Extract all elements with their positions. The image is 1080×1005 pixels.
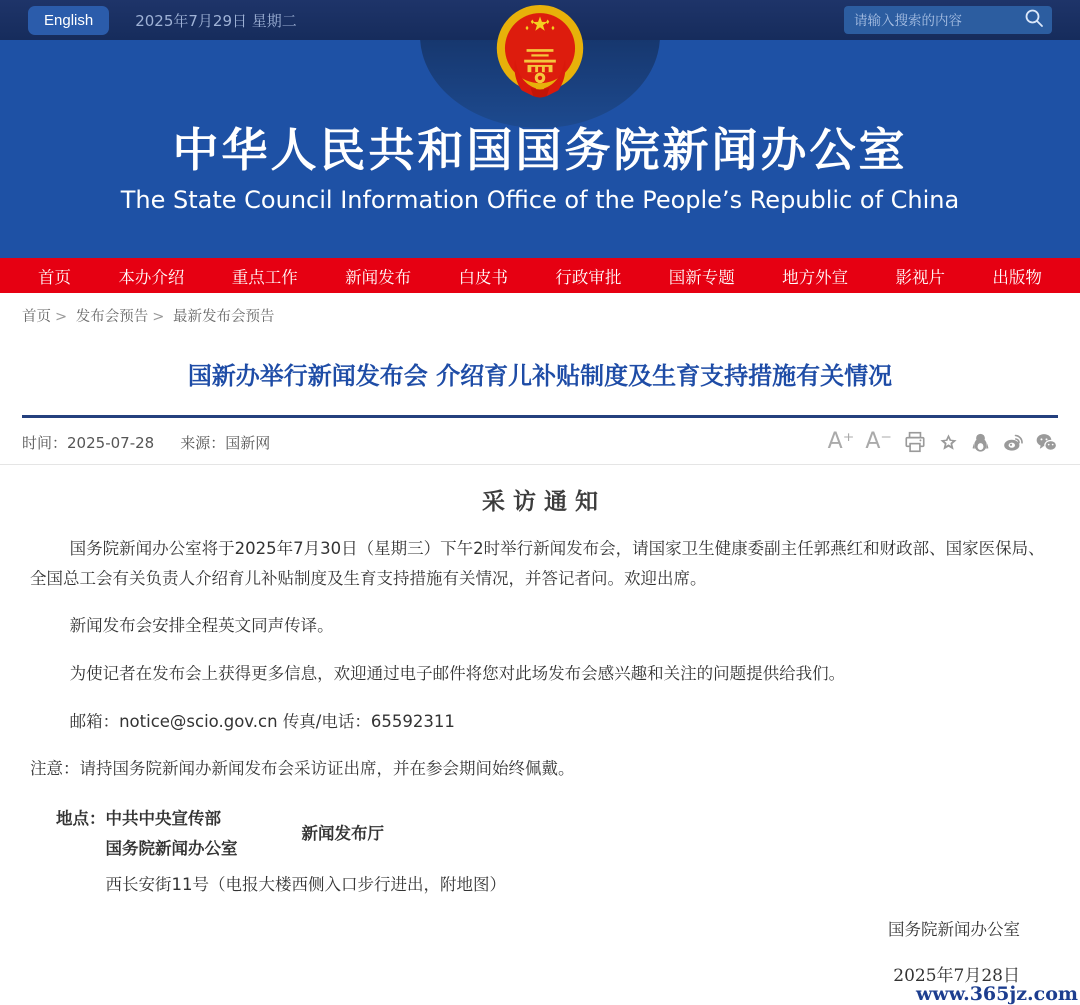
main-nav	[0, 258, 1080, 293]
breadcrumb-home[interactable]: 首页	[22, 309, 51, 325]
nav-item-local-publicity[interactable]: 地方外宣	[782, 267, 849, 287]
location-main	[56, 804, 1050, 863]
location-address: 西长安街11号（电报大楼西侧入口步行进出，附地图）	[105, 874, 506, 894]
site-title-cn: 中华人民共和国国务院新闻办公室	[172, 123, 908, 177]
breadcrumb	[0, 293, 1080, 336]
font-decrease-button[interactable]: A⁻	[865, 429, 892, 454]
printer-icon[interactable]	[903, 430, 927, 454]
paragraph-contact: 邮箱：notice@scio.gov.cn 传真/电话：65592311	[69, 711, 455, 731]
nav-item-home[interactable]: 首页	[38, 267, 71, 287]
breadcrumb-separator: >	[55, 309, 68, 325]
nav-item-publications[interactable]: 出版物	[992, 267, 1042, 287]
paragraph-questions: 为使记者在发布会上获得更多信息，欢迎通过电子邮件将您对此场发布会感兴趣和关注的问题提供给我们。	[69, 664, 846, 684]
signoff-org: 国务院新闻办公室	[888, 920, 1020, 940]
search-box[interactable]	[844, 6, 1052, 34]
nav-item-special-topics[interactable]: 国新专题	[668, 267, 735, 287]
location-org-2: 国务院新闻办公室	[105, 838, 238, 858]
site-title-en: The State Council Information Office of the People’s Republic of China	[120, 186, 960, 214]
notice-heading: 采 访 通 知	[481, 489, 599, 515]
qq-share-icon[interactable]	[970, 432, 991, 453]
location-block	[56, 804, 1050, 899]
english-button[interactable]: English	[28, 6, 109, 35]
article-title: 国新办举行新闻发布会 介绍育儿补贴制度及生育支持措施有关情况	[187, 362, 893, 390]
current-date: 2025年7月29日 星期二	[135, 11, 297, 30]
national-emblem-icon	[492, 4, 588, 100]
breadcrumb-preview[interactable]: 发布会预告	[75, 309, 149, 325]
location-org-1: 中共中央宣传部	[105, 809, 221, 829]
breadcrumb-separator: >	[152, 309, 165, 325]
search-input[interactable]	[854, 13, 1024, 28]
article-meta-row	[0, 418, 1080, 465]
paragraph-announcement: 国务院新闻办公室将于2025年7月30日（星期三）下午2时举行新闻发布会，请国家卫生健康委副主任郭燕红和财政部、国家医保局、全国总工会有关负责人介绍育儿补贴制度及生育支持措施有关情况，并答记者问。欢迎出席。	[30, 539, 1045, 588]
nav-item-admin-approval[interactable]: 行政审批	[555, 267, 622, 287]
source: 来源：国新网	[180, 433, 271, 452]
nav-item-about[interactable]: 本办介绍	[118, 267, 185, 287]
nav-item-press-release[interactable]: 新闻发布	[345, 267, 412, 287]
article-tools	[828, 430, 1058, 454]
font-increase-button[interactable]: A⁺	[827, 429, 855, 454]
publish-time: 时间：2025-07-28	[22, 433, 155, 452]
article-body	[0, 534, 1080, 991]
weibo-share-icon[interactable]	[1002, 431, 1024, 453]
location-orgs	[56, 804, 238, 863]
location-label: 地点：	[56, 809, 106, 829]
nav-item-key-work[interactable]: 重点工作	[231, 267, 298, 287]
nav-item-films[interactable]: 影视片	[895, 267, 945, 287]
watermark: www.365jz.com	[915, 983, 1078, 1005]
nav-item-white-papers[interactable]: 白皮书	[458, 267, 508, 287]
wechat-share-icon[interactable]	[1035, 431, 1058, 454]
search-icon[interactable]	[1024, 8, 1044, 32]
paragraph-interpretation: 新闻发布会安排全程英文同声传译。	[69, 616, 334, 636]
location-hall: 新闻发布厅	[301, 823, 384, 843]
signoff-date: 2025年7月28日	[893, 965, 1020, 986]
favorite-star-icon[interactable]	[938, 432, 959, 453]
paragraph-notice: 注意：请持国务院新闻办新闻发布会采访证出席，并在参会期间始终佩戴。	[30, 759, 575, 779]
breadcrumb-latest-preview[interactable]: 最新发布会预告	[173, 309, 275, 325]
